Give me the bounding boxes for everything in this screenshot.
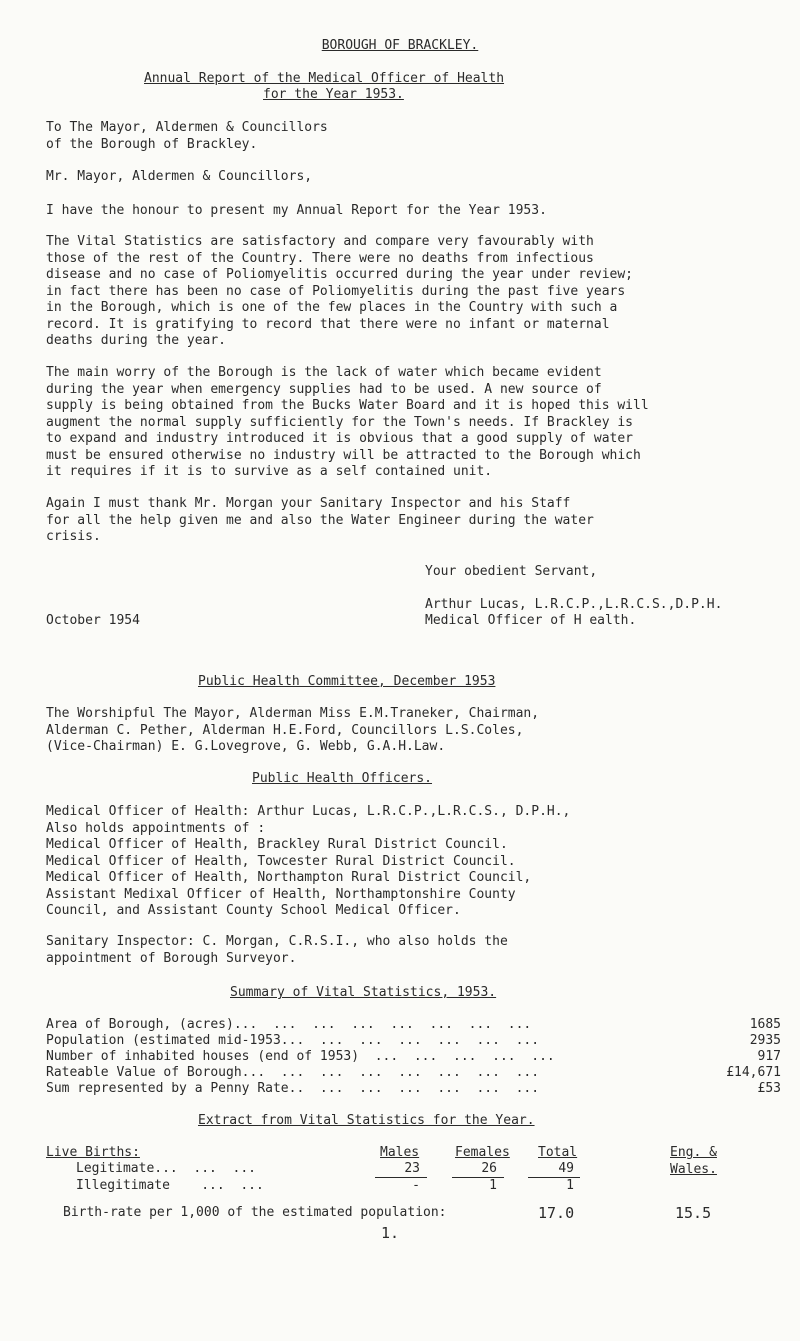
letter-paragraph-2: The Vital Statistics are satisfactory and compare very favourably with those of the rest of the Country. There were no deaths from infectious disease and no case of Poliomyelitis occurred during the year under review; in fact there has been no case of Poliomyelitis during the past five years in the Borough, which is one of the few places in the Country with such a record. It is gratifying to record that there were no infant or maternal deaths during the year. [46, 234, 633, 348]
officers-heading: Public Health Officers. [252, 771, 433, 786]
extract-heading: Extract from Vital Statistics for the Year. [198, 1113, 535, 1128]
salutation: Mr. Mayor, Aldermen & Councillors, [46, 169, 313, 184]
col-header-total: Total [538, 1145, 578, 1160]
birth-rate-label: Birth-rate per 1,000 of the estimated population: [63, 1205, 447, 1220]
moh-appointments: Medical Officer of Health: Arthur Lucas, L.R.C.P.,L.R.C.S., D.P.H., Also holds appointments of : Medical Officer of Health, Brackley Rural District Council. Medical Officer of Health, Towcester Rural District Council. Medical Officer of Health, Northampton Rural District Council, Assistant Medixal Officer of Health, Northamptonshire County Council, and Assistant County School Medical Officer. [46, 804, 571, 918]
sanitary-inspector: Sanitary Inspector: C. Morgan, C.R.S.I., who also holds the appointment of Borough Surveyor. [46, 934, 508, 966]
extract-row-label: Legitimate... ... ... [76, 1161, 257, 1176]
letter-paragraph-4: Again I must thank Mr. Morgan your Sanitary Inspector and his Staff for all the help given me and also the Water Engineer during the water crisis. [46, 496, 594, 544]
borough-heading: BOROUGH OF BRACKLEY. [321, 38, 479, 53]
live-births-label: Live Births: [46, 1145, 140, 1160]
summary-value: 917 [757, 1049, 781, 1064]
extract-males: - [412, 1178, 420, 1193]
extract-total: 49 [558, 1161, 574, 1176]
summary-value: 1685 [749, 1017, 781, 1032]
letter-date: October 1954 [46, 613, 140, 628]
birth-rate-eng-wales: 15.5 [675, 1204, 712, 1222]
extract-total: 1 [566, 1178, 574, 1193]
letter-paragraph-3: The main worry of the Borough is the lack of water which became evident during the year when emergency supplies had to be used. A new source of supply is being obtained from the Bucks Water Board and it is hoped this will augment the normal supply sufficiently for the Town's needs. If Brackley is to expand and industry introduced it is obvious that a good supply of water must be ensured otherwise no industry will be attracted to the Borough which it requires if it is to survive as a self contained unit. [46, 365, 649, 479]
summary-value: £53 [757, 1081, 781, 1096]
report-year: for the Year 1953. [263, 87, 404, 102]
addressee: To The Mayor, Aldermen & Councillors of the Borough of Brackley. [46, 120, 328, 152]
signature-name: Arthur Lucas, L.R.C.P.,L.R.C.S.,D.P.H. [425, 597, 723, 612]
summary-value: 2935 [749, 1033, 781, 1048]
summary-label: Rateable Value of Borough... ... ... ... ... ... ... ... [46, 1065, 540, 1080]
committee-members: The Worshipful The Mayor, Alderman Miss E.M.Traneker, Chairman, Alderman C. Pether, Alderman H.E.Ford, Councillors L.S.Coles, (Vice-Chairman) E. G.Lovegrove, G. Webb, G.A.H.Law. [46, 706, 540, 754]
summary-label: Area of Borough, (acres)... ... ... ... ... ... ... ... [46, 1017, 532, 1032]
extract-females: 26 [481, 1161, 497, 1176]
closing: Your obedient Servant, [425, 564, 598, 579]
page-number: 1. [381, 1224, 400, 1242]
extract-males: 23 [404, 1161, 420, 1176]
report-title: Annual Report of the Medical Officer of Health [144, 71, 505, 86]
summary-label: Sum represented by a Penny Rate.. ... ... ... ... ... ... [46, 1081, 540, 1096]
summary-label: Number of inhabited houses (end of 1953) ... ... ... ... ... [46, 1049, 555, 1064]
birth-rate-value: 17.0 [538, 1204, 575, 1222]
signature-title: Medical Officer of H ealth. [425, 613, 637, 628]
summary-heading: Summary of Vital Statistics, 1953. [230, 985, 497, 1000]
summary-label: Population (estimated mid-1953... ... ... ... ... ... ... [46, 1033, 540, 1048]
col-header-eng-wales: Eng. & Wales. [670, 1145, 717, 1177]
committee-heading: Public Health Committee, December 1953 [198, 674, 496, 689]
extract-females: 1 [489, 1178, 497, 1193]
col-header-males: Males [380, 1145, 420, 1160]
extract-row-label: Illegitimate ... ... [76, 1178, 264, 1193]
summary-value: £14,671 [726, 1065, 781, 1080]
col-header-females: Females [455, 1145, 510, 1160]
letter-paragraph-1: I have the honour to present my Annual Report for the Year 1953. [46, 203, 547, 218]
